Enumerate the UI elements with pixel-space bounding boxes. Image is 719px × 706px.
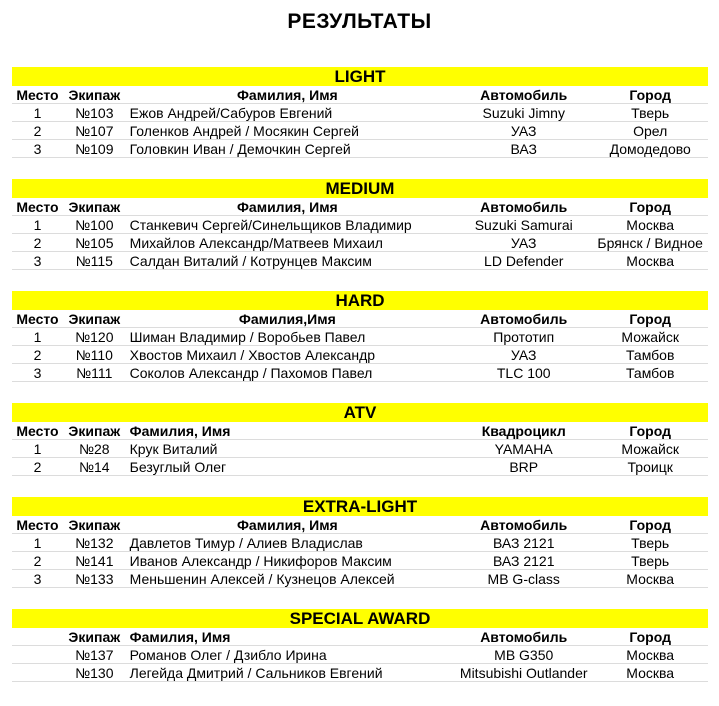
cell-crew: №14 (79, 459, 110, 475)
section-light (12, 67, 708, 158)
category-band: LIGHT (12, 67, 708, 86)
table-row (12, 364, 708, 382)
table-row (12, 346, 708, 364)
category-band: SPECIAL AWARD (12, 609, 708, 628)
cell-name: Головкин Иван / Демочкин Сергей (129, 141, 351, 157)
cell-place: 3 (33, 253, 42, 269)
cell-car: BRP (509, 459, 539, 475)
cell-place: 3 (33, 365, 42, 381)
cell-city: Тамбов (625, 347, 675, 363)
cell-name: Безуглый Олег (129, 459, 227, 475)
cell-crew: №100 (75, 217, 114, 233)
cell-name: Иванов Александр / Никифоров Максим (129, 553, 392, 569)
header-name: Фамилия, Имя (129, 423, 231, 439)
header-car: Автомобиль (480, 199, 568, 215)
table-header (12, 516, 708, 534)
table-header (12, 86, 708, 104)
table-row (12, 552, 708, 570)
table-row (12, 664, 708, 682)
section-medium (12, 179, 708, 270)
cell-city: Москва (626, 647, 675, 663)
cell-name: Легейда Дмитрий / Сальников Евгений (129, 665, 383, 681)
cell-place: 2 (33, 459, 42, 475)
header-name: Фамилия, Имя (236, 517, 338, 533)
header-name: Фамилия, Имя (236, 87, 338, 103)
cell-name: Соколов Александр / Пахомов Павел (129, 365, 373, 381)
cell-place: 3 (33, 141, 42, 157)
table-header (12, 422, 708, 440)
header-crew: Экипаж (68, 199, 121, 215)
table-header (12, 628, 708, 646)
cell-name: Михайлов Александр/Матвеев Михаил (129, 235, 383, 251)
table-row (12, 534, 708, 552)
section-extra-light (12, 497, 708, 588)
header-place: Место (16, 423, 59, 439)
cell-crew: №28 (79, 441, 110, 457)
header-city: Город (629, 423, 671, 439)
header-crew: Экипаж (68, 311, 121, 327)
cell-crew: №132 (75, 535, 114, 551)
table-row (12, 458, 708, 476)
category-band: HARD (12, 291, 708, 310)
cell-car: Прототип (493, 329, 555, 345)
cell-crew: №105 (75, 235, 114, 251)
cell-place: 1 (33, 535, 42, 551)
header-city: Город (629, 199, 671, 215)
cell-city: Москва (626, 571, 675, 587)
table-row (12, 140, 708, 158)
header-crew: Экипаж (68, 87, 121, 103)
header-name: Фамилия,Имя (238, 311, 336, 327)
cell-name: Крук Виталий (129, 441, 218, 457)
cell-city: Тамбов (625, 365, 675, 381)
cell-car: MB G350 (494, 647, 554, 663)
cell-place: 2 (33, 123, 42, 139)
cell-place: 1 (33, 329, 42, 345)
cell-city: Москва (626, 217, 675, 233)
cell-car: ВАЗ (510, 141, 537, 157)
table-header (12, 310, 708, 328)
header-crew: Экипаж (68, 423, 121, 439)
table-header (12, 198, 708, 216)
cell-car: Suzuki Samurai (474, 217, 573, 233)
section-hard (12, 291, 708, 382)
header-city: Город (629, 629, 671, 645)
cell-city: Тверь (631, 105, 670, 121)
header-crew: Экипаж (68, 629, 121, 645)
table-row (12, 104, 708, 122)
header-crew: Экипаж (68, 517, 121, 533)
cell-name: Давлетов Тимур / Алиев Владислав (129, 535, 363, 551)
cell-car: LD Defender (484, 253, 564, 269)
cell-place: 2 (33, 347, 42, 363)
cell-crew: №120 (75, 329, 114, 345)
cell-crew: №130 (75, 665, 114, 681)
header-name: Фамилия, Имя (236, 199, 338, 215)
table-row (12, 440, 708, 458)
cell-place: 3 (33, 571, 42, 587)
cell-city: Москва (626, 665, 675, 681)
cell-place: 1 (33, 217, 42, 233)
cell-crew: №109 (75, 141, 114, 157)
cell-car: YAMAHA (494, 441, 553, 457)
cell-name: Хвостов Михаил / Хвостов Александр (129, 347, 376, 363)
cell-name: Шиман Владимир / Воробьев Павел (129, 329, 366, 345)
category-band: MEDIUM (12, 179, 708, 198)
cell-car: УАЗ (510, 235, 537, 251)
table-row (12, 328, 708, 346)
cell-city: Тверь (631, 535, 670, 551)
table-row (12, 252, 708, 270)
cell-car: ВАЗ 2121 (492, 553, 555, 569)
header-city: Город (629, 517, 671, 533)
cell-name: Салдан Виталий / Котрунцев Максим (129, 253, 372, 269)
cell-place (12, 664, 63, 681)
cell-car: Suzuki Jimny (482, 105, 565, 121)
cell-crew: №115 (75, 253, 113, 269)
section-special-award (12, 609, 708, 682)
cell-car: TLC 100 (496, 365, 551, 381)
cell-name: Меньшенин Алексей / Кузнецов Алексей (129, 571, 395, 587)
header-city: Город (629, 311, 671, 327)
table-row (12, 646, 708, 664)
cell-place: 1 (33, 105, 42, 121)
header-city: Город (629, 87, 671, 103)
header-place (12, 628, 63, 645)
header-place: Место (16, 517, 59, 533)
header-car: Автомобиль (480, 629, 568, 645)
header-car: Автомобиль (480, 87, 568, 103)
table-row (12, 122, 708, 140)
cell-car: Mitsubishi Outlander (459, 665, 588, 681)
header-name: Фамилия, Имя (129, 629, 231, 645)
cell-place: 2 (33, 553, 42, 569)
cell-place: 1 (33, 441, 42, 457)
cell-car: УАЗ (510, 123, 537, 139)
header-car: Квадроцикл (481, 423, 566, 439)
cell-name: Ежов Андрей/Сабуров Евгений (129, 105, 333, 121)
header-place: Место (16, 199, 59, 215)
cell-place (12, 646, 63, 663)
cell-city: Брянск / Видное (597, 235, 703, 251)
cell-crew: №103 (75, 105, 114, 121)
cell-crew: №111 (76, 365, 113, 381)
header-car: Автомобиль (480, 311, 568, 327)
cell-name: Романов Олег / Дзибло Ирина (129, 647, 327, 663)
cell-crew: №137 (75, 647, 114, 663)
header-car: Автомобиль (480, 517, 568, 533)
cell-crew: №110 (75, 347, 113, 363)
cell-car: MB G-class (487, 571, 560, 587)
cell-car: ВАЗ 2121 (492, 535, 555, 551)
cell-crew: №133 (75, 571, 114, 587)
cell-city: Троицк (627, 459, 673, 475)
header-place: Место (16, 311, 59, 327)
cell-city: Домодедово (609, 141, 691, 157)
cell-crew: №107 (75, 123, 114, 139)
cell-city: Можайск (621, 329, 679, 345)
table-row (12, 216, 708, 234)
page-title: РЕЗУЛЬТАТЫ (287, 10, 432, 33)
cell-city: Москва (626, 253, 675, 269)
category-band: ATV (12, 403, 708, 422)
cell-city: Тверь (631, 553, 670, 569)
header-place: Место (16, 87, 59, 103)
table-row (12, 570, 708, 588)
cell-car: УАЗ (510, 347, 537, 363)
category-band: EXTRA-LIGHT (12, 497, 708, 516)
cell-city: Можайск (621, 441, 679, 457)
cell-city: Орел (633, 123, 668, 139)
cell-place: 2 (33, 235, 42, 251)
table-row (12, 234, 708, 252)
cell-name: Голенков Андрей / Мосякин Сергей (129, 123, 360, 139)
section-atv (12, 403, 708, 476)
cell-name: Станкевич Сергей/Синельщиков Владимир (129, 217, 412, 233)
cell-crew: №141 (75, 553, 114, 569)
